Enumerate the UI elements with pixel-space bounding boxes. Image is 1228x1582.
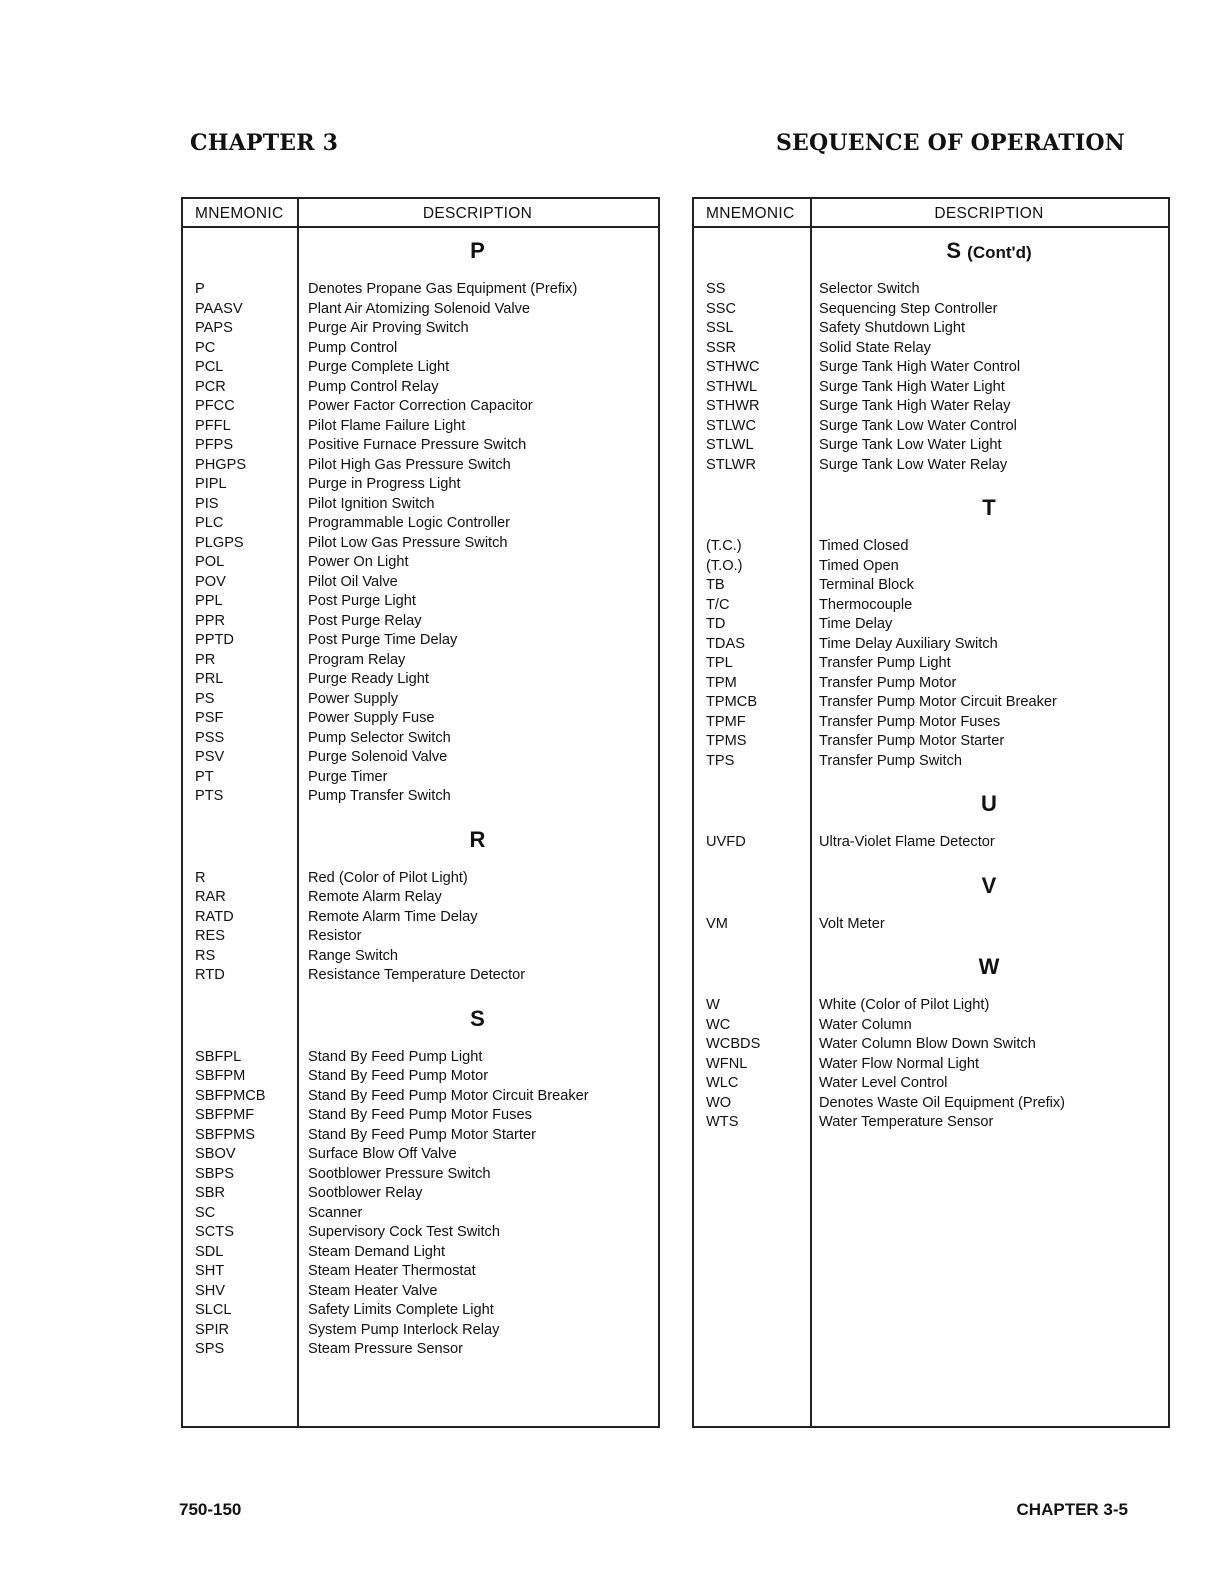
table-row [183, 908, 658, 928]
description-cell: Resistor [308, 928, 362, 944]
table-header [183, 199, 658, 228]
table-row [183, 1301, 658, 1321]
mnemonic-cell: PC [195, 339, 216, 356]
section-letter [183, 1004, 658, 1048]
description-cell: Water Column [819, 1016, 912, 1033]
mnemonic-cell: SBFPMCB [195, 1087, 266, 1104]
description-cell: Stand By Feed Pump Motor Starter [308, 1126, 536, 1143]
mnemonic-cell: PCR [195, 378, 226, 395]
table-row [694, 713, 1168, 733]
mnemonic-cell: PRL [195, 671, 224, 687]
table-row [694, 693, 1168, 713]
mnemonic-cell: WCBDS [706, 1036, 761, 1052]
description-cell: Post Purge Light [308, 593, 416, 609]
description-cell: Ultra-Violet Flame Detector [819, 834, 995, 850]
description-cell: Denotes Waste Oil Equipment (Prefix) [819, 1094, 1066, 1111]
mnemonic-cell: PTS [195, 788, 224, 804]
section-r [183, 825, 658, 986]
description-cell: Stand By Feed Pump Light [308, 1048, 483, 1065]
mnemonic-cell: SBFPMF [195, 1107, 255, 1123]
table-row [694, 1094, 1168, 1114]
table-row [183, 573, 658, 593]
table-row [694, 576, 1168, 596]
mnemonic-table-left [181, 197, 660, 1428]
table-row [183, 729, 658, 749]
description-cell: Denotes Propane Gas Equipment (Prefix) [308, 281, 578, 297]
mnemonic-cell: TDAS [706, 635, 745, 652]
description-cell: Supervisory Cock Test Switch [308, 1224, 500, 1240]
table-row [183, 436, 658, 456]
mnemonic-cell: SBFPM [195, 1068, 246, 1084]
section-p [183, 236, 658, 807]
mnemonic-cell: PLGPS [195, 534, 244, 551]
description-cell: Purge Complete Light [308, 359, 450, 375]
table-row [694, 378, 1168, 398]
mnemonic-cell: RES [195, 928, 226, 944]
mnemonic-column-header: MNEMONIC [195, 205, 284, 222]
description-cell: Purge Solenoid Valve [308, 749, 448, 765]
table-row [694, 397, 1168, 417]
description-cell: Purge Air Proving Switch [308, 320, 469, 336]
table-row [694, 1113, 1168, 1133]
table-row [694, 417, 1168, 437]
section-letter-text: W [978, 954, 1000, 979]
description-cell: Pump Selector Switch [308, 729, 451, 746]
section-spacer [694, 475, 1168, 493]
table-row [183, 709, 658, 729]
mnemonic-cell: PPR [195, 612, 226, 629]
description-cell: Pump Control Relay [308, 378, 439, 395]
description-cell: Stand By Feed Pump Motor [308, 1068, 489, 1084]
table-row [183, 1067, 658, 1087]
section-w [694, 952, 1168, 1133]
table-row [183, 553, 658, 573]
section-letter-text: U [981, 791, 997, 816]
mnemonic-cell: PT [195, 768, 214, 785]
mnemonic-cell: POL [195, 554, 225, 570]
table-row [694, 833, 1168, 853]
table-row [183, 300, 658, 320]
mnemonic-cell: TPL [706, 655, 733, 671]
description-cell: Surface Blow Off Valve [308, 1146, 457, 1162]
description-cell: Program Relay [308, 651, 406, 668]
mnemonic-cell: PAASV [195, 300, 243, 317]
mnemonic-cell: (T.C.) [706, 538, 742, 554]
mnemonic-cell: SBFPL [195, 1048, 242, 1065]
mnemonic-cell: TPS [706, 752, 735, 769]
mnemonic-cell: UVFD [706, 834, 746, 850]
mnemonic-cell: TPMF [706, 713, 746, 730]
description-cell: Pilot Low Gas Pressure Switch [308, 534, 508, 551]
description-cell: Purge in Progress Light [308, 476, 461, 492]
table-row [694, 996, 1168, 1016]
mnemonic-cell: STHWR [706, 398, 760, 414]
mnemonic-cell: SSC [706, 300, 737, 317]
description-cell: Pilot High Gas Pressure Switch [308, 456, 511, 473]
mnemonic-cell: SDL [195, 1243, 224, 1260]
table-header [694, 199, 1168, 228]
mnemonic-cell: STLWC [706, 417, 756, 434]
table-row [183, 1184, 658, 1204]
table-row [183, 651, 658, 671]
mnemonic-cell: PFPS [195, 437, 234, 453]
section-u [694, 789, 1168, 853]
description-cell: Water Column Blow Down Switch [819, 1036, 1036, 1052]
description-column-header: DESCRIPTION [934, 205, 1044, 222]
mnemonic-column-header: MNEMONIC [706, 205, 795, 222]
table-body [694, 236, 1168, 1133]
table-row [694, 300, 1168, 320]
table-row [694, 654, 1168, 674]
description-cell: System Pump Interlock Relay [308, 1321, 500, 1338]
description-cell: Timed Closed [819, 538, 909, 554]
table-row [183, 927, 658, 947]
mnemonic-cell: PCL [195, 359, 224, 375]
table-row [183, 966, 658, 986]
section-spacer [694, 934, 1168, 952]
mnemonic-cell: STLWL [706, 437, 754, 453]
description-cell: Safety Shutdown Light [819, 320, 966, 336]
description-cell: Remote Alarm Relay [308, 889, 442, 905]
description-cell: Safety Limits Complete Light [308, 1302, 494, 1318]
description-cell: Surge Tank Low Water Control [819, 417, 1017, 434]
section-letter [694, 789, 1168, 833]
table-row [183, 319, 658, 339]
section-letter [694, 871, 1168, 915]
description-cell: Surge Tank High Water Light [819, 378, 1005, 395]
description-cell: Steam Demand Light [308, 1243, 446, 1260]
description-cell: Positive Furnace Pressure Switch [308, 437, 527, 453]
description-cell: Transfer Pump Motor Fuses [819, 713, 1001, 730]
description-cell: Steam Pressure Sensor [308, 1341, 463, 1357]
description-cell: Pilot Flame Failure Light [308, 417, 466, 434]
table-row [694, 1055, 1168, 1075]
section-letter [694, 952, 1168, 996]
table-row [183, 768, 658, 788]
mnemonic-cell: SLCL [195, 1302, 232, 1318]
mnemonic-cell: PPL [195, 593, 223, 609]
mnemonic-cell: TB [706, 577, 725, 593]
description-cell: Red (Color of Pilot Light) [308, 869, 468, 886]
table-row [183, 592, 658, 612]
table-row [694, 596, 1168, 616]
chapter-heading: CHAPTER 3 [190, 130, 339, 156]
description-cell: Selector Switch [819, 281, 920, 297]
table-row [183, 690, 658, 710]
table-row [183, 339, 658, 359]
description-cell: Power Factor Correction Capacitor [308, 398, 533, 414]
mnemonic-cell: VM [706, 915, 728, 932]
mnemonic-cell: SBOV [195, 1146, 236, 1162]
section-continued-label: (Cont'd) [967, 243, 1032, 262]
description-cell: Stand By Feed Pump Motor Circuit Breaker [308, 1087, 589, 1104]
mnemonic-cell: TPMCB [706, 694, 758, 710]
mnemonic-cell: SBFPMS [195, 1126, 256, 1143]
description-cell: Sootblower Pressure Switch [308, 1165, 491, 1182]
description-cell: Post Purge Time Delay [308, 632, 458, 648]
mnemonic-cell: RTD [195, 967, 225, 983]
description-cell: Thermocouple [819, 596, 913, 613]
mnemonic-cell: SBPS [195, 1165, 234, 1182]
description-cell: Pilot Oil Valve [308, 573, 398, 590]
mnemonic-cell: SS [706, 281, 726, 297]
section-heading: SEQUENCE OF OPERATION [775, 130, 1125, 156]
table-row [183, 358, 658, 378]
table-row [183, 1145, 658, 1165]
table-row [183, 456, 658, 476]
description-cell: Range Switch [308, 947, 399, 964]
description-cell: Purge Timer [308, 768, 388, 785]
table-row [183, 1048, 658, 1068]
description-column-header: DESCRIPTION [422, 205, 533, 222]
table-row [694, 280, 1168, 300]
table-row [183, 1262, 658, 1282]
table-row [183, 417, 658, 437]
table-row [694, 635, 1168, 655]
description-cell: Terminal Block [819, 577, 914, 593]
table-row [183, 280, 658, 300]
mnemonic-cell: POV [195, 573, 226, 590]
description-cell: Solid State Relay [819, 339, 931, 356]
description-cell: Resistance Temperature Detector [308, 967, 526, 983]
description-cell: Pump Transfer Switch [308, 788, 451, 804]
section-letter-text: S [470, 1005, 485, 1031]
mnemonic-cell: PIPL [195, 476, 227, 492]
description-cell: Purge Ready Light [308, 671, 429, 687]
section-letter [694, 493, 1168, 537]
mnemonic-cell: SHV [195, 1282, 226, 1299]
description-cell: Transfer Pump Switch [819, 752, 963, 769]
mnemonic-cell: PAPS [195, 320, 233, 336]
table-row [183, 1243, 658, 1263]
mnemonic-cell: PSV [195, 749, 225, 765]
description-cell: Sootblower Relay [308, 1185, 423, 1201]
table-row [694, 1074, 1168, 1094]
mnemonic-cell: RAR [195, 889, 226, 905]
table-row [183, 1087, 658, 1107]
description-cell: Water Temperature Sensor [819, 1114, 994, 1130]
description-cell: Sequencing Step Controller [819, 300, 998, 317]
mnemonic-cell: T/C [706, 596, 730, 613]
description-cell: Transfer Pump Light [819, 655, 951, 671]
description-cell: Time Delay [819, 616, 893, 632]
table-row [183, 612, 658, 632]
section-s [694, 236, 1168, 475]
description-cell: Timed Open [819, 557, 899, 574]
description-cell: Programmable Logic Controller [308, 515, 510, 531]
description-cell: Pilot Ignition Switch [308, 495, 435, 512]
table-row [694, 1016, 1168, 1036]
description-cell: Plant Air Atomizing Solenoid Valve [308, 300, 531, 317]
table-row [183, 787, 658, 807]
table-row [694, 537, 1168, 557]
description-cell: Surge Tank Low Water Relay [819, 456, 1008, 473]
table-row [183, 1204, 658, 1224]
table-row [183, 495, 658, 515]
table-row [694, 915, 1168, 935]
description-cell: Stand By Feed Pump Motor Fuses [308, 1107, 532, 1123]
description-cell: Volt Meter [819, 915, 885, 932]
mnemonic-cell: PSS [195, 729, 225, 746]
mnemonic-cell: RS [195, 947, 216, 964]
mnemonic-cell: SSR [706, 339, 737, 356]
section-letter [183, 825, 658, 869]
description-cell: Transfer Pump Motor [819, 674, 957, 691]
description-cell: Surge Tank High Water Control [819, 359, 1021, 375]
table-row [694, 436, 1168, 456]
description-cell: White (Color of Pilot Light) [819, 997, 990, 1013]
table-row [694, 319, 1168, 339]
mnemonic-cell: STHWL [706, 378, 758, 395]
description-cell: Surge Tank High Water Relay [819, 398, 1011, 414]
table-row [183, 1165, 658, 1185]
mnemonic-cell: PIS [195, 495, 219, 512]
table-row [694, 339, 1168, 359]
mnemonic-cell: TD [706, 616, 726, 632]
mnemonic-cell: TPMS [706, 733, 747, 749]
table-row [183, 397, 658, 417]
mnemonic-cell: P [195, 281, 205, 297]
mnemonic-cell: PS [195, 690, 215, 707]
mnemonic-cell: SPS [195, 1341, 225, 1357]
mnemonic-cell: WLC [706, 1075, 739, 1091]
description-cell: Pump Control [308, 339, 398, 356]
table-body [183, 236, 658, 1360]
mnemonic-cell: PFCC [195, 398, 235, 414]
section-t [694, 493, 1168, 771]
description-cell: Scanner [308, 1204, 363, 1221]
description-cell: Post Purge Relay [308, 612, 422, 629]
mnemonic-cell: SSL [706, 320, 734, 336]
section-letter [183, 236, 658, 280]
table-row [694, 674, 1168, 694]
mnemonic-cell: WFNL [706, 1055, 748, 1072]
description-cell: Water Flow Normal Light [819, 1055, 980, 1072]
mnemonic-cell: WTS [706, 1114, 739, 1130]
mnemonic-cell: SPIR [195, 1321, 230, 1338]
table-row [183, 1282, 658, 1302]
section-spacer [183, 807, 658, 825]
section-v [694, 871, 1168, 935]
description-cell: Power Supply [308, 690, 399, 707]
table-row [183, 1340, 658, 1360]
table-row [183, 670, 658, 690]
section-letter-text: S [946, 238, 962, 263]
section-letter-text: P [470, 238, 485, 263]
mnemonic-cell: STLWR [706, 456, 756, 473]
table-row [183, 475, 658, 495]
mnemonic-cell: SCTS [195, 1224, 234, 1240]
page-number: CHAPTER 3-5 [1016, 1500, 1128, 1519]
mnemonic-cell: PPTD [195, 632, 234, 648]
section-spacer [694, 853, 1168, 871]
table-row [183, 888, 658, 908]
mnemonic-table-right [692, 197, 1170, 1428]
table-row [183, 1321, 658, 1341]
table-row [694, 732, 1168, 752]
description-cell: Steam Heater Thermostat [308, 1263, 476, 1279]
description-cell: Power Supply Fuse [308, 710, 435, 726]
mnemonic-cell: RATD [195, 908, 234, 925]
description-cell: Remote Alarm Time Delay [308, 908, 478, 925]
mnemonic-cell: SHT [195, 1263, 225, 1279]
mnemonic-cell: PSF [195, 710, 224, 726]
description-cell: Time Delay Auxiliary Switch [819, 635, 998, 652]
section-letter-text: R [469, 826, 486, 852]
mnemonic-cell: TPM [706, 674, 737, 691]
mnemonic-cell: STHWC [706, 359, 760, 375]
table-row [183, 1223, 658, 1243]
table-row [694, 456, 1168, 476]
table-row [183, 947, 658, 967]
description-cell: Transfer Pump Motor Starter [819, 733, 1005, 749]
description-cell: Water Level Control [819, 1075, 948, 1091]
description-cell: Surge Tank Low Water Light [819, 437, 1002, 453]
mnemonic-cell: PR [195, 651, 216, 668]
section-s [183, 1004, 658, 1360]
section-letter [694, 236, 1168, 280]
section-letter-text: T [982, 495, 996, 520]
table-row [694, 615, 1168, 635]
table-row [694, 1035, 1168, 1055]
table-row [183, 631, 658, 651]
table-row [183, 748, 658, 768]
description-cell: Steam Heater Valve [308, 1282, 438, 1299]
table-row [694, 752, 1168, 772]
description-cell: Transfer Pump Motor Circuit Breaker [819, 694, 1057, 710]
mnemonic-cell: (T.O.) [706, 557, 743, 574]
mnemonic-cell: WC [706, 1016, 731, 1033]
mnemonic-cell: W [706, 997, 720, 1013]
mnemonic-cell: PHGPS [195, 456, 247, 473]
mnemonic-cell: PFFL [195, 417, 231, 434]
mnemonic-cell: R [195, 869, 206, 886]
table-row [694, 557, 1168, 577]
description-cell: Power On Light [308, 554, 409, 570]
table-row [183, 869, 658, 889]
table-row [694, 358, 1168, 378]
document-number: 750-150 [179, 1500, 242, 1519]
section-spacer [183, 986, 658, 1004]
table-row [183, 1106, 658, 1126]
section-spacer [694, 771, 1168, 789]
table-row [183, 1126, 658, 1146]
section-letter-text: V [981, 872, 997, 898]
mnemonic-cell: PLC [195, 515, 224, 531]
mnemonic-cell: SBR [195, 1185, 226, 1201]
table-row [183, 534, 658, 554]
table-row [183, 378, 658, 398]
table-row [183, 514, 658, 534]
mnemonic-cell: WO [706, 1094, 732, 1111]
mnemonic-cell: SC [195, 1204, 216, 1221]
